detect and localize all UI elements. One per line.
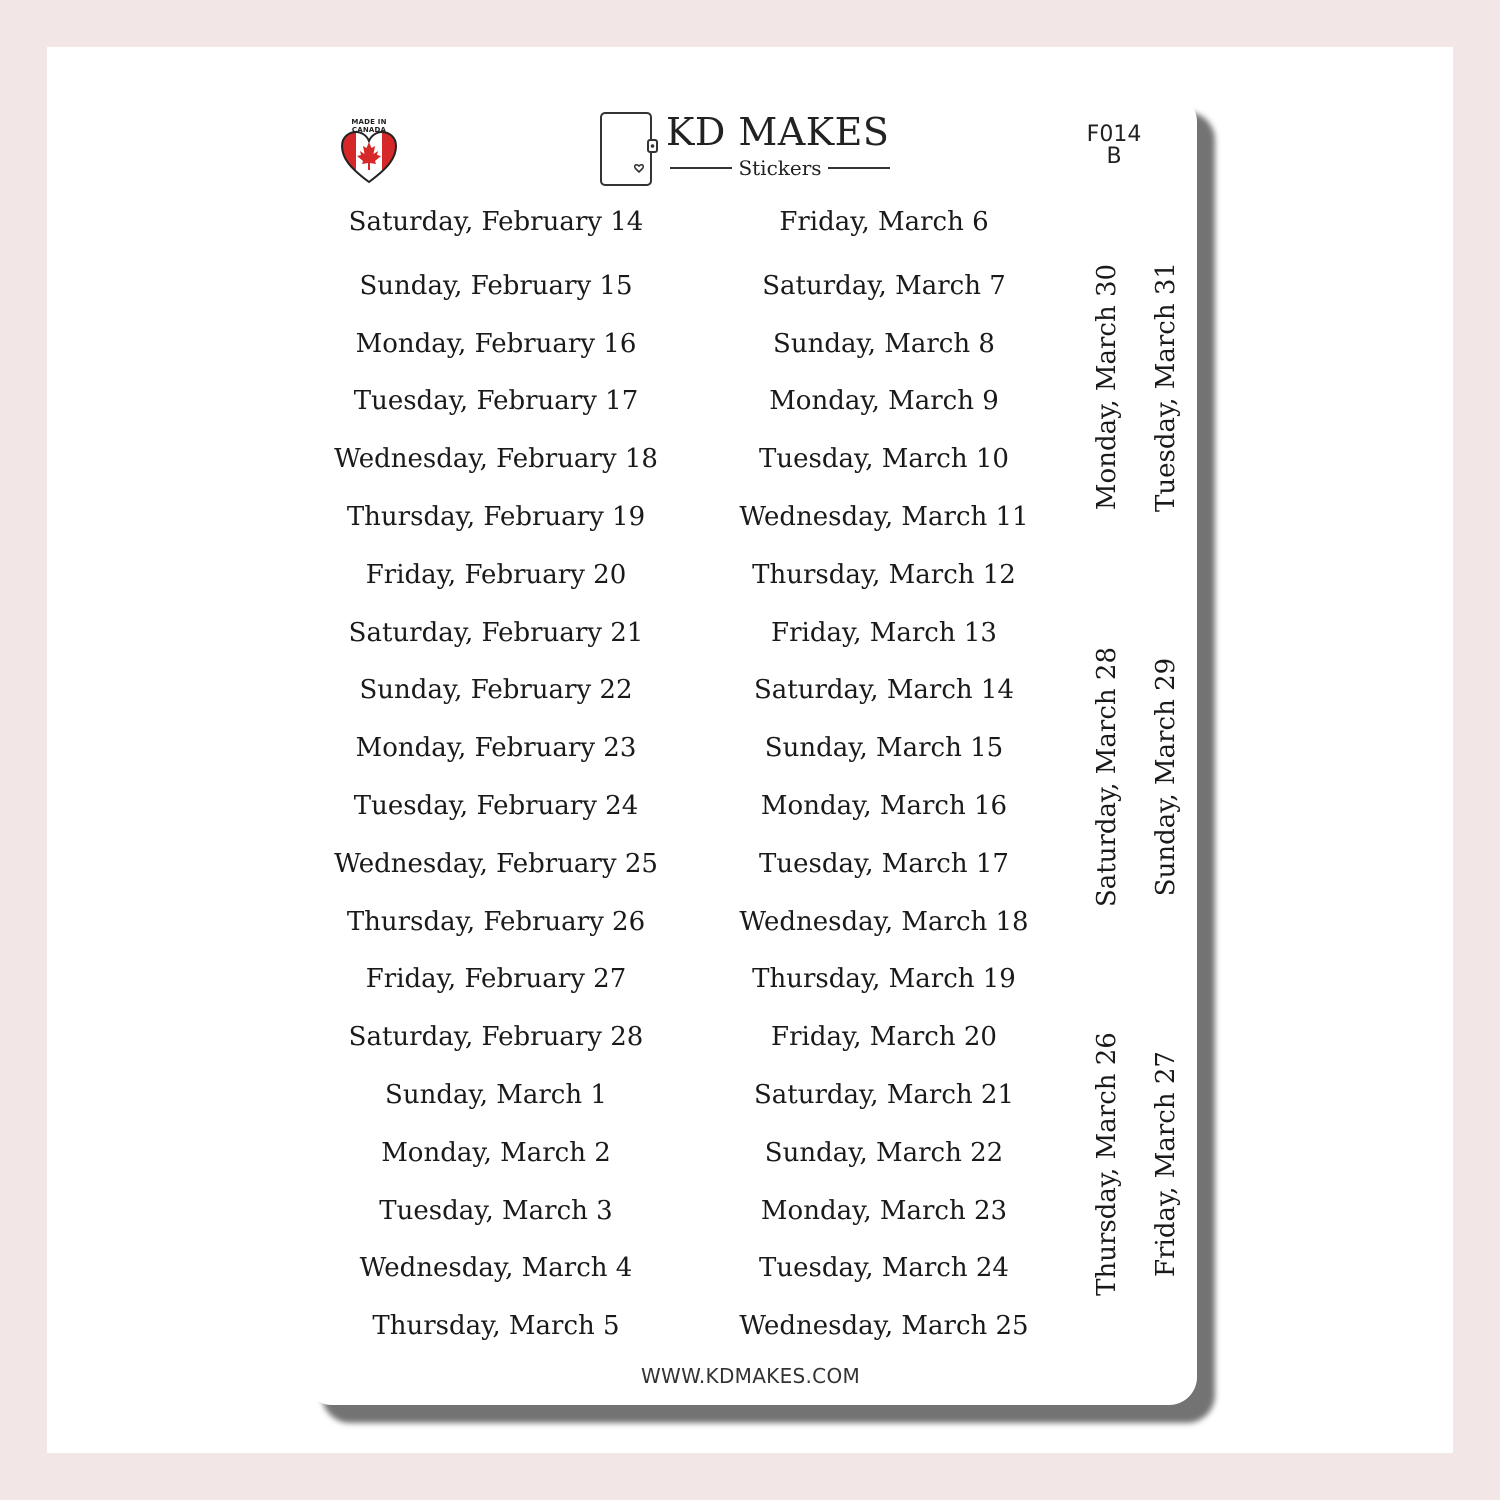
date-sticker: Monday, March 16 (760, 790, 1008, 821)
date-sticker: Tuesday, March 3 (379, 1195, 613, 1226)
vertical-date-mar27 (1146, 1044, 1186, 1284)
subtitle-rule-left (670, 167, 732, 169)
date-sticker: Friday, March 6 (779, 207, 989, 237)
date-sticker: Thursday, March 5 (372, 1311, 620, 1342)
date-sticker: Sunday, February 15 (359, 270, 633, 301)
date-sticker: Wednesday, February 18 (334, 444, 658, 475)
vertical-date-mar31 (1146, 262, 1186, 512)
date-sticker: Saturday, February 14 (348, 207, 644, 237)
brand-subtitle-row (670, 156, 890, 180)
brand-subtitle: Stickers (738, 156, 822, 180)
website-url: WWW.KDMAKES.COM (640, 1364, 861, 1388)
sticker-sheet (304, 94, 1197, 1405)
canada-heart-icon (340, 130, 398, 184)
date-sticker: Friday, February 27 (365, 964, 627, 995)
date-sticker: Wednesday, February 25 (334, 848, 658, 879)
vertical-date-mar28 (1087, 642, 1127, 912)
date-sticker: Wednesday, March 4 (359, 1253, 633, 1284)
date-sticker: Monday, March 9 (769, 386, 999, 417)
date-sticker: Thursday, March 19 (752, 964, 1016, 995)
date-sticker: Tuesday, February 24 (353, 790, 639, 821)
date-sticker: Thursday, March 12 (752, 559, 1016, 590)
date-sticker: Thursday, February 26 (346, 906, 646, 937)
date-sticker: Monday, February 16 (355, 328, 637, 359)
subtitle-rule-right (828, 167, 890, 169)
date-sticker: Tuesday, February 17 (353, 386, 639, 417)
vertical-date-label: Sunday, March 29 (1151, 657, 1182, 897)
brand-title: KD MAKES (666, 110, 890, 154)
vertical-date-mar26 (1087, 1024, 1127, 1304)
planner-logo-icon (598, 110, 660, 188)
date-sticker: Monday, March 2 (381, 1137, 611, 1168)
date-sticker: Sunday, March 22 (764, 1137, 1004, 1168)
vertical-date-label: Saturday, March 28 (1092, 646, 1122, 908)
sheet-code-line2: B (1106, 144, 1122, 169)
date-sticker: Sunday, March 15 (764, 733, 1004, 764)
vertical-date-mar29 (1146, 652, 1186, 902)
date-sticker: Monday, February 23 (355, 733, 637, 764)
date-sticker: Tuesday, March 17 (759, 848, 1009, 879)
vertical-date-label: Monday, March 30 (1092, 263, 1123, 511)
sheet-code-line1: F014 (1086, 122, 1142, 147)
date-sticker: Saturday, February 21 (348, 617, 644, 648)
left-date-column (316, 194, 676, 1356)
date-sticker: Friday, February 20 (365, 559, 627, 590)
date-sticker: Saturday, February 28 (348, 1022, 644, 1053)
sheet-code (1076, 124, 1152, 168)
badge-text: MADE IN CANADA (351, 118, 387, 134)
vertical-date-label: Thursday, March 26 (1092, 1032, 1123, 1296)
date-sticker: Saturday, March 7 (762, 270, 1006, 301)
made-in-canada-badge (334, 118, 404, 184)
date-sticker: Wednesday, March 25 (739, 1311, 1029, 1342)
date-sticker: Friday, March 13 (771, 617, 997, 648)
date-sticker: Tuesday, March 10 (759, 444, 1009, 475)
vertical-date-mar30 (1087, 262, 1127, 512)
date-sticker: Tuesday, March 24 (759, 1253, 1009, 1284)
date-sticker: Sunday, March 8 (773, 328, 995, 359)
date-sticker: Friday, March 20 (771, 1022, 997, 1053)
vertical-date-label: Friday, March 27 (1151, 1051, 1181, 1277)
vertical-date-label: Tuesday, March 31 (1151, 262, 1181, 512)
date-sticker: Sunday, March 1 (385, 1079, 607, 1110)
date-sticker: Wednesday, March 11 (739, 501, 1029, 532)
middle-date-column (704, 194, 1064, 1356)
date-sticker: Sunday, February 22 (359, 675, 633, 706)
date-sticker: Wednesday, March 18 (739, 906, 1029, 937)
date-sticker: Monday, March 23 (760, 1195, 1008, 1226)
date-sticker: Saturday, March 21 (753, 1079, 1015, 1110)
date-sticker: Saturday, March 14 (753, 675, 1015, 706)
date-sticker: Thursday, February 19 (346, 501, 646, 532)
